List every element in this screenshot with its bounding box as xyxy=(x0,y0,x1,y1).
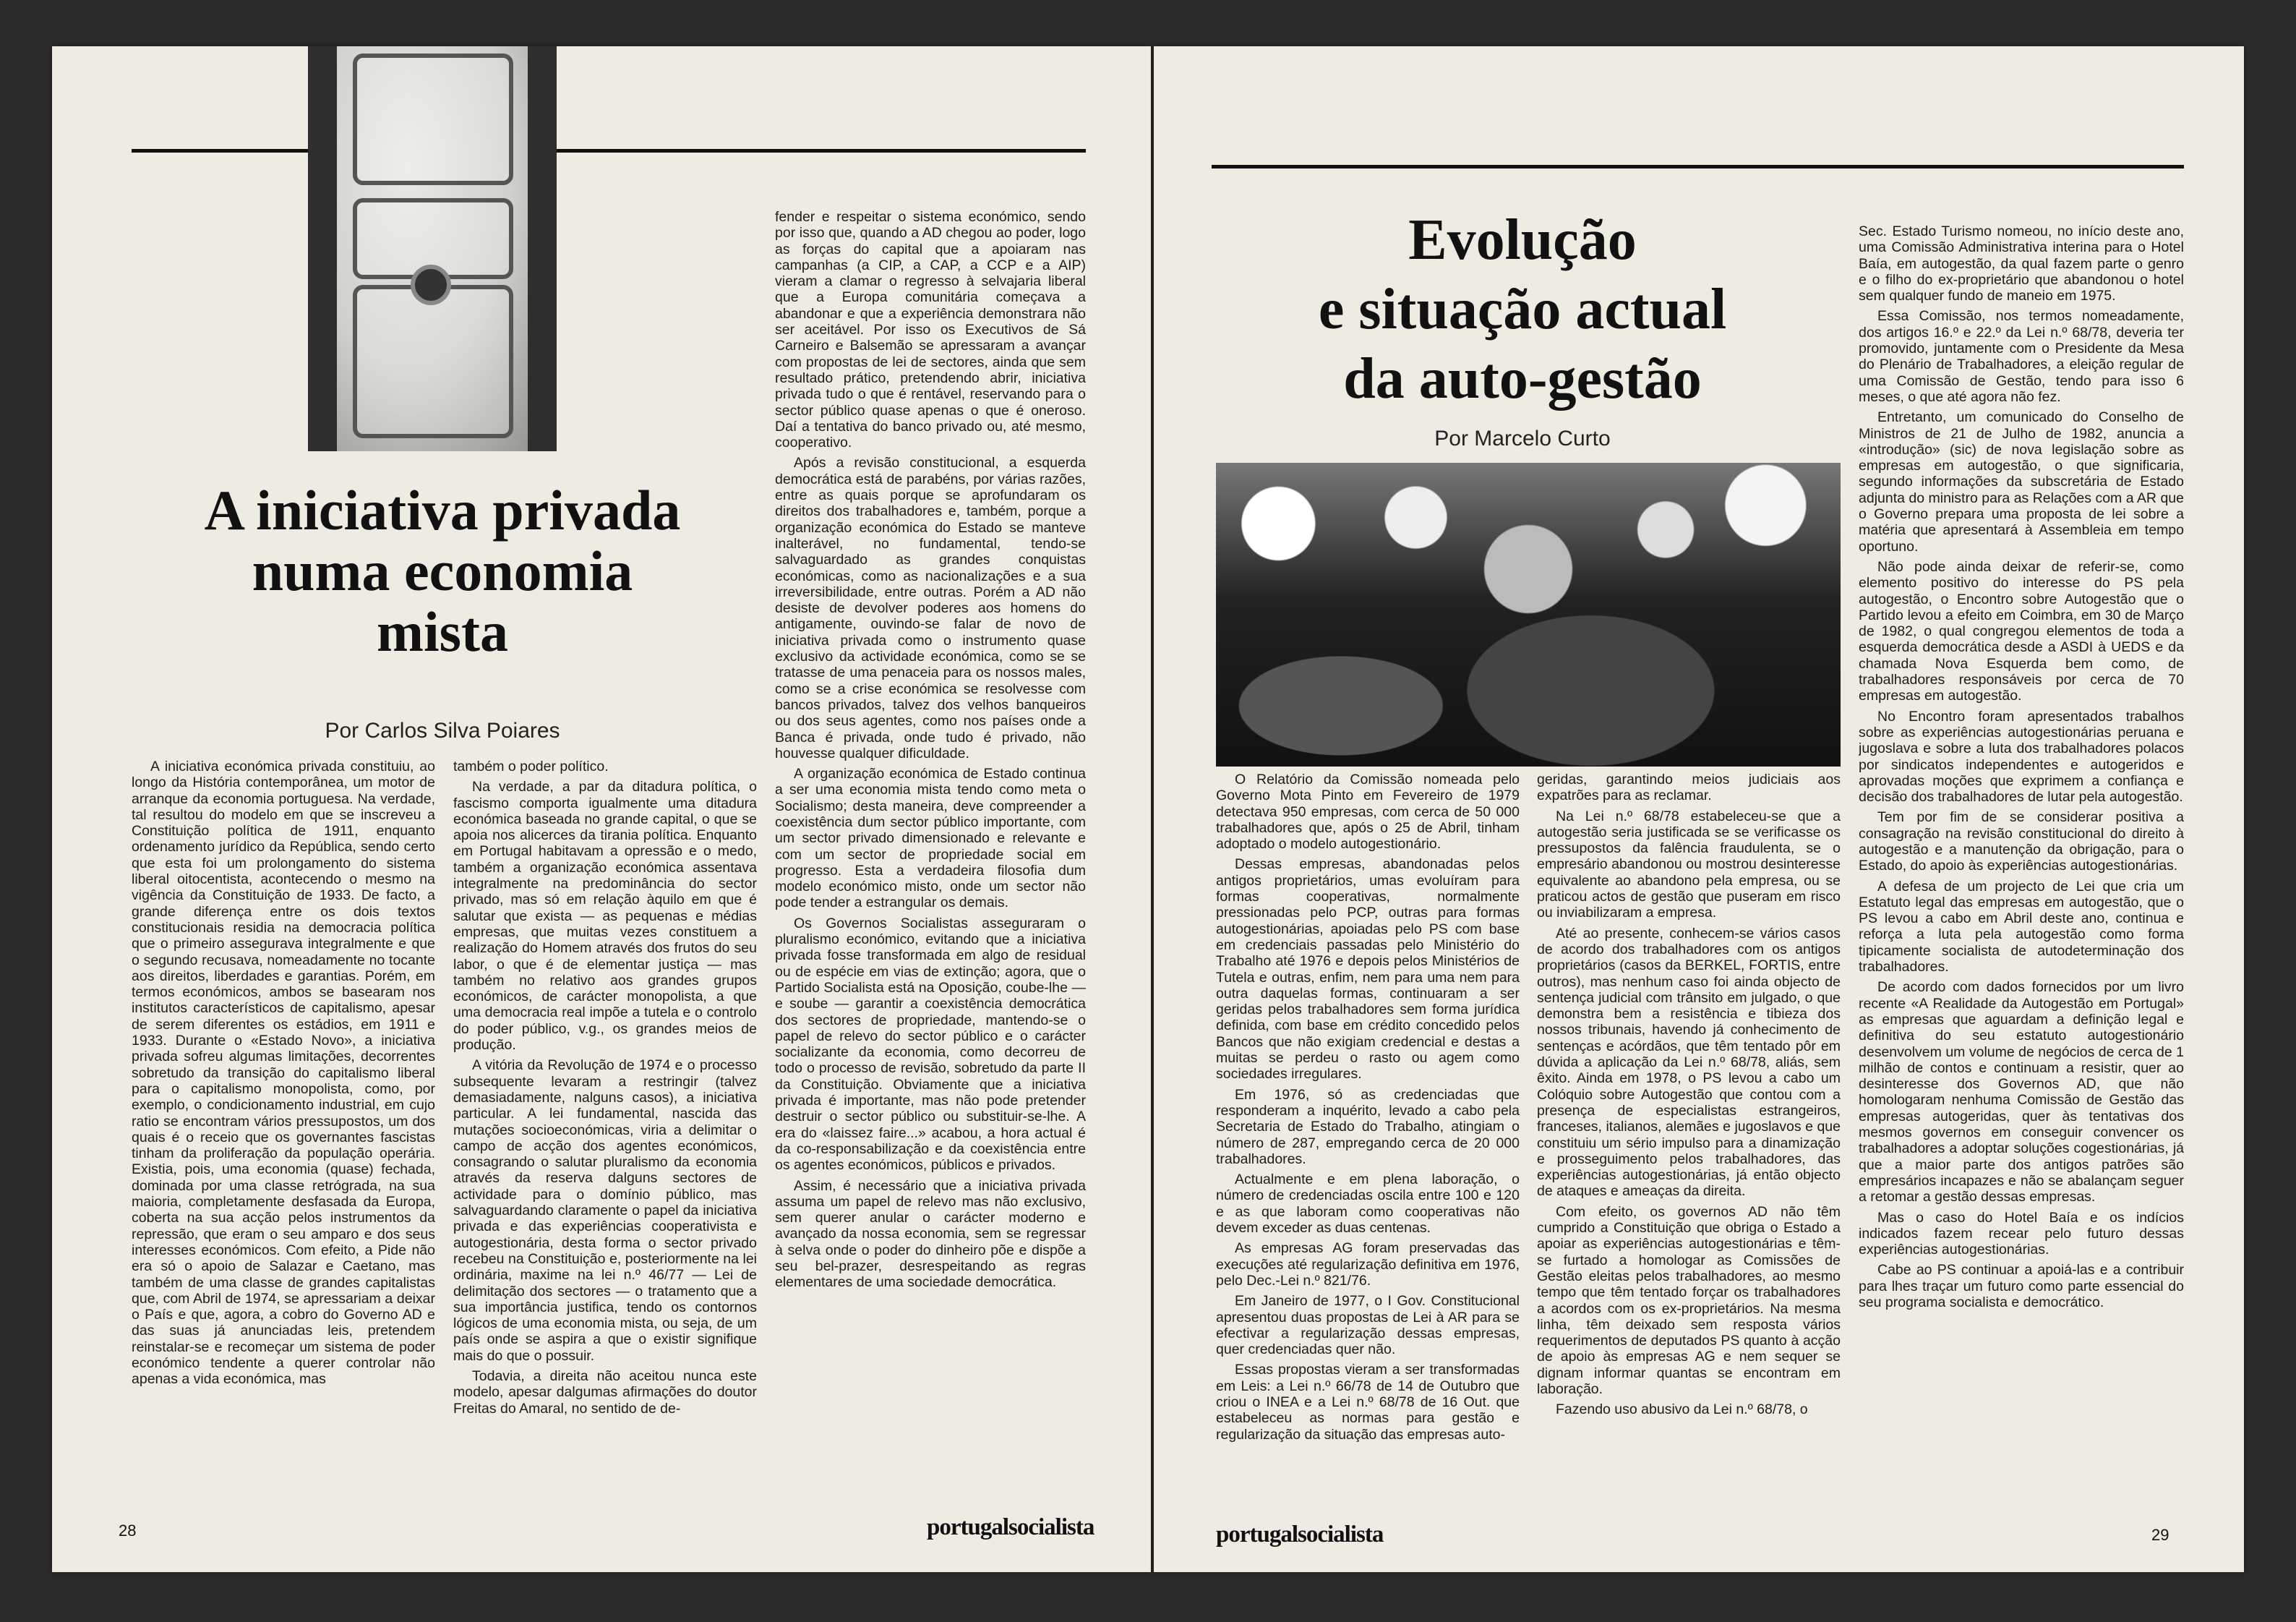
paragraph: Após a revisão constitucional, a esquerda democrática está de parabéns, por várias razões, entre as quais porque se aprofundaram os direitos dos trabalhadores e, também, porque a organização económica do Estado se manteve inalterável, no fundamental, tendo-se salvaguardado as grandes conquistas económicas, como as nacionalizações e a sua irreversibilidade, entre outras. Porém a AD não desiste de devolver poderes aos homens do antigamente, ouvindo-se falar de novo de iniciativa privada como o instrumento quase exclusivo da actividade económica, como se se tratasse de uma penaceia para os nossos males, como se a crise económica se resolvesse com bancos privados, talvez dos velhos banqueiros ou dos seus agentes, como nos países onde a Banca é privada, onde tudo é privado, não houvesse qualquer dificuldade. xyxy=(775,455,1086,761)
paragraph: A defesa de um projecto de Lei que cria um Estatuto legal das empresas em autogestão, que o PS levou a cabo em Abril deste ano, continua e reforça a luta pela autogestão como forma tipicamente socialista de autodeterminação dos trabalhadores. xyxy=(1859,878,2184,976)
paragraph: Dessas empresas, abandonadas pelos antigos proprietários, umas evoluíram para formas cooperativas, normalmente pressionadas pelo PCP, outras para formas autogestionárias, apoiadas pelo PS com base em credenciais passadas pelo Ministério do Trabalho até 1976 e depois pelos Ministérios de Tutela e outras, enfim, nem para uma nem para outra daquelas formas, continuaram a ser geridas pelos trabalhadores sem forma jurídica definida, com base em crédito concedido pelos Bancos que não exigiam credencial e destas a muitas se perdeu o rasto ou agem como sociedades irregulares. xyxy=(1216,856,1520,1083)
door-panel xyxy=(353,54,513,185)
column-1 xyxy=(1216,772,1520,1495)
paragraph: Em 1976, só as credenciadas que responderam a inquérito, levado a cabo pela Secretaria de Estado do Trabalho, atingiam o número de 287, empregando cerca de 20 000 trabalhadores. xyxy=(1216,1086,1520,1167)
paragraph: Todavia, a direita não aceitou nunca este modelo, apesar dalgumas afirmações do doutor Freitas do Amaral, no sentido de de- xyxy=(453,1367,757,1417)
paragraph: também o poder político. xyxy=(453,759,609,774)
paragraph: A organização económica de Estado continua a ser uma economia mista tendo como meta o Socialismo; desta maneira, deve compreender a coexistência dum sector público importante, com um sector privado dimensionado e relevante e com um sector de propriedade social em progresso. Esta a verdadeira filosofia dum modelo económico misto, onde um sector não pode tender a estrangular os demais. xyxy=(775,766,1086,911)
paragraph: Fazendo uso abusivo da Lei n.º 68/78, o xyxy=(1556,1401,1808,1418)
paragraph: Assim, é necessário que a iniciativa privada assuma um papel de relevo mas não exclusivo, sem querer anular o carácter moderno e avançado da nossa economia, sem se regressar à selva onde o poder do dinheiro põe e dispõe a seu bel-prazer, desrespeitando as regras elementares de uma sociedade democrática. xyxy=(775,1177,1086,1291)
paragraph: Com efeito, os governos AD não têm cumprido a Constituição que obriga o Estado a apoiar as experiências autogestionárias e têm-se furtado a homologar as Comissões de Gestão eleitas pelos trabalhadores, ao mesmo tempo que têm tentado forçar os trabalhadores a acordos com os ex-proprietários. Na mesma linha, têm deixado sem resposta vários requerimentos de deputados PS quanto à acção de apoio às empresas AG e nem sequer se dignam informar quantas se encontram em laboração. xyxy=(1537,1203,1841,1397)
paragraph: Tem por fim de se considerar positiva a consagração na revisão constitucional do direito à autogestão e a manutenção da obrigação, para o Estado, do apoio às experiências autogestionárias. xyxy=(1859,809,2184,874)
workers-photo xyxy=(1216,463,1841,767)
paragraph: As empresas AG foram preservadas das execuções até regularização definitiva em 1976, pelo Dec.-Lei n.º 821/76. xyxy=(1216,1240,1520,1289)
paragraph: O Relatório da Comissão nomeada pelo Governo Mota Pinto em Fevereiro de 1979 detectava 950 empresas, com cerca de 50 000 trabalhadores que, após o 25 de Abril, tinham adoptado o modelo autogestionário. xyxy=(1216,772,1520,853)
paragraph: Cabe ao PS continuar a apoiá-las e a contribuir para lhes traçar um futuro como parte essencial do seu programa socialista e democrático. xyxy=(1859,1262,2184,1310)
left-page xyxy=(52,46,1151,1572)
paragraph: geridas, garantindo meios judiciais aos expatrões para as reclamar. xyxy=(1537,772,1841,804)
paragraph: Actualmente e em plena laboração, o número de credenciadas oscila entre 100 e 120 e as que laboram como cooperativas não devem exceder as duas centenas. xyxy=(1216,1171,1520,1237)
top-rule xyxy=(132,149,1086,153)
article-title: Evolução e situação actual da auto-gestão xyxy=(1318,208,1727,411)
paragraph: Na verdade, a par da ditadura política, o fascismo comporta igualmente uma ditadura económica baseada no grande capital, o que se apoia nos alicerces da tirania política. Enquanto em Portugal habitavam a opressão e o medo, também a organização económica assentava integralmente na predominância do sector privado, mas só em relação àquilo em que é salutar que exista — as pequenas e médias empresas, que muitas vezes constituem a realização do Homem através dos frutos do seu labor, o que é de elementar justiça — mas também no relativo aos grandes grupos económicos, de carácter monopolista, a que uma democracia real impõe a tutela e o controlo do poder público, v.g., os grandes meios de produção. xyxy=(453,779,757,1054)
paragraph: Na Lei n.º 68/78 estabeleceu-se que a autogestão seria justificada se se verificasse os pressupostos da falência fraudulenta, se o empresário abandonou ou mostrou desinteresse equivalente ao abandono pela empresa, ou se praticou actos de gestão que puseram em risco ou inviabilizaram a empresa. xyxy=(1537,808,1841,921)
paragraph: Mas o caso do Hotel Baía e os indícios indicados fazem recear pelo futuro dessas experiências autogestionárias. xyxy=(1859,1209,2184,1258)
paragraph: De acordo com dados fornecidos por um livro recente «A Realidade da Autogestão em Portugal» as empresas que aguardam a definição legal e definitiva do seu estatuto autogestionário desenvolvem um volume de negócios de cerca de 1 milhão de contos e continuam a resistir, quer ao desinteresse dos Governos AD, que não homologaram nenhuma Comissão de Gestão das empresas autogeridas, quer às tentativas dos mesmos governos em conseguir convencer os trabalhadores a adoptar soluções cogestionárias, já que a maior parte dos antigos patrões são empresários incapazes e não se abalançam seguer a retomar a gestão dessas empresas. xyxy=(1859,979,2184,1205)
article-byline: Por Carlos Silva Poiares xyxy=(325,719,560,743)
paragraph: Os Governos Socialistas asseguraram o pluralismo económico, evitando que a iniciativa privada fosse transformada em algo de residual ou de espécie em vias de extinção; agora, que o Partido Socialista está na Oposição, coube-lhe — e soube — garantir a coexistência democrática dos sectores de propriedade, mantendo-se o papel de relevo do sector público e o carácter socializante da economia, como decorreu de todo o processo de revisão, sobretudo da parte II da Constituição. Obviamente que a iniciativa privada é importante, mas não pode pretender destruir o sector público ou substituir-se-lhe. A era do «laissez faire...» acabou, a hora actual é da co-responsabilização e da coexistência entre os agentes económicos, públicos e privados. xyxy=(775,915,1086,1174)
paragraph: Essas propostas vieram a ser transformadas em Leis: a Lei n.º 66/78 de 14 de Outubro que criou o INEA e a Lei n.º 68/78 de 16 Out. que estabeleceu as normas para gestão e regularização da situação das empresas auto- xyxy=(1216,1362,1520,1443)
paragraph: No Encontro foram apresentados trabalhos sobre as experiências autogestionárias peruana e jugoslava e sobre a luta dos trabalhadores polacos por sindicatos independentes e autogeridos e aprovadas moções que exprimem a confiança e decisão dos trabalhadores de lutar pela autogestão. xyxy=(1859,708,2184,806)
column-2 xyxy=(453,759,757,1485)
article-title: A iniciativa privada numa economia mista xyxy=(204,479,681,663)
page-number: 29 xyxy=(2151,1526,2169,1544)
masthead-logo: portugalsocialista xyxy=(927,1514,1095,1540)
door-panel xyxy=(353,285,513,438)
right-page xyxy=(1154,46,2244,1572)
paragraph: Essa Comissão, nos termos nomeadamente, dos artigos 16.º e 22.º da Lei n.º 68/78, deveria ter promovido, juntamente com o Presidente da Mesa do Plenário de Trabalhadores, a eleição regular de uma Comissão de Gestão, tendo para isso 6 meses, o que até agora não fez. xyxy=(1859,308,2184,405)
column-3 xyxy=(775,209,1086,1485)
page-number: 28 xyxy=(119,1521,137,1540)
paragraph: fender e respeitar o sistema económico, sendo por isso que, quando a AD chegou ao poder, logo as forças do capital que a apoiaram nas campanhas (a CIP, a CAP, a CCP e a AIP) vieram a clamar o regresso à selvajaria liberal que a Europa comunitária começava a abandonar e que a experiência demonstrara não ser aceitável. Por isso os Executivos de Sá Carneiro e Balsemão se apressaram a avançar com propostas de lei de sectores, ainda que sem resultado prático, pretendendo abrir, iniciativa privada tudo o que é rentável, reservando para o sector público quase apenas o que é oneroso. Daí a tentativa do banco privado ou, até mesmo, cooperativo. xyxy=(775,209,1086,451)
paragraph: A vitória da Revolução de 1974 e o processo subsequente levaram a restringir (talvez demasiadamente, nalguns casos), a iniciativa particular. A lei fundamental, nascida das mutações socioeconómicas, viria a delimitar o campo de acção dos agentes económicos, consagrando o salutar pluralismo da economia através da reserva dalguns sectores de actividade para o domínio público, mas salvaguardando claramente o papel da iniciativa privada e das experiências cooperativista e autogestionária, desta forma o sector privado recebeu na Constituição e, posteriormente na lei ordinária, maxime na lei n.º 46/77 — Lei de delimitação dos sectores — o tratamento que a sua importância justifica, tendo os contornos lógicos de uma economia mista, ou seja, de um país onde se aspira a que o existir signifique mais do que o possuir. xyxy=(453,1057,757,1364)
paragraph: Sec. Estado Turismo nomeou, no início deste ano, uma Comissão Administrativa interina para o Hotel Baía, em autogestão, da qual fazem parte o genro e o filho do ex-proprietário que abandonou o hotel sem qualquer fundo de maneio em 1975. xyxy=(1859,223,2184,304)
top-rule xyxy=(1212,165,2184,168)
paragraph: Até ao presente, conhecem-se vários casos de acordo dos trabalhadores com os antigos proprietários (casos da BERKEL, FORTIS, entre outros), mas nenhum caso foi ainda objecto de sentença judicial com trânsito em julgado, o que demonstra bem a resistência e tibieza dos nossos tribunais, havendo já conhecimento de sentenças e acórdãos, que têm tentado pôr em dúvida a aplicação da Lei n.º 68/78, aliás, sem êxito. Ainda em 1978, o PS levou a cabo um Colóquio sobre Autogestão que contou com a presença de especialistas estrangeiros, franceses, italianos, alemães e jugoslavos e que constituiu um sério impulso para a dinamização e prosseguimento pelos trabalhadores, das experiências autogestionárias, já então objecto de ataques e ameaças da direita. xyxy=(1537,925,1841,1200)
paragraph: Em Janeiro de 1977, o I Gov. Constitucional apresentou duas propostas de Lei à AR para se efectivar a regularização dessas empresas, quer credenciadas quer não. xyxy=(1216,1293,1520,1358)
column-3 xyxy=(1859,223,2184,1496)
paragraph: Não pode ainda deixar de referir-se, como elemento positivo do interesse do PS pela autogestão, o Encontro sobre Autogestão que o Partido levou a efeito em Coimbra, em 30 de Março de 1982, o qual congregou elementos de toda a esquerda democrática desde a ASDI à UEDS e da chamada Nova Esquerda bem como, de trabalhadores responsáveis por cerca de 70 empresas em autogestão. xyxy=(1859,558,2184,704)
masthead-logo: portugalsocialista xyxy=(1216,1521,1384,1548)
column-2 xyxy=(1537,772,1841,1495)
article-byline: Por Marcelo Curto xyxy=(1434,427,1611,451)
door-frame xyxy=(308,46,337,451)
door-knob xyxy=(411,265,451,305)
door-frame xyxy=(528,46,557,451)
paragraph: Entretanto, um comunicado do Conselho de Ministros de 21 de Julho de 1982, anuncia a «introdução» (sic) de nova legislação sobre as empresas em autogestão, o que significaria, segundo informações da subscretária de Estado adjunta do ministro para as Relações com a AR que o Governo prepara uma proposta de lei sobre a matéria que apresentará à Assembleia em tempo oportuno. xyxy=(1859,409,2184,555)
door-photo xyxy=(308,46,557,451)
paragraph: A iniciativa económica privada constituiu, ao longo da História contemporânea, um motor de arranque da economia portuguesa. Na verdade, tal resultou do modelo em que se inscreveu a Constituição política de 1911, enquanto ordenamento jurídico da República, sendo certo que esta foi um prolongamento do sistema liberal oitocentista, acontecendo o mesmo na vigência da Constituição de 1933. De facto, a grande diferença entre os dois textos constitucionais residia na democracia política que o primeiro assegurava integralmente e que o segundo recusava, nomeadamente no tocante aos direitos, liberdades e garantias. Porém, em termos económicos, ambos se basearam nos institutos característicos de capitalismo, apesar de serem diferentes os estádios, em 1911 e 1933. Durante o «Estado Novo», a iniciativa privada sofreu algumas limitações, decorrentes sobretudo da transição do capitalismo liberal para o capitalismo monopolista, como, por exemplo, o condicionamento industrial, em cujo ratio se encontram vários pressupostos, um dos quais é o receio que os governantes fascistas tinham da proliferação da população operária. Existia, pois, uma economia (quase) fechada, dominada por uma classe retrógrada, na sua maioria, completamente desfasada da Europa, coberta na sua acção pelos instrumentos da repressão, que eram o seu amparo e dos seus interesses económicos. Com efeito, a Pide não era só o apoio de Salazar e Caetano, mas também de uma classe de grandes capitalistas que, com Abril de 1974, se apressariam a deixar o País e que, agora, a cobro do Governo AD e das suas já anunciadas leis, pretendem reinstalar-se e recomeçar um sistema de poder económico tendente a querer controlar não apenas a vida económica, mas xyxy=(132,759,435,1388)
column-1 xyxy=(132,759,435,1485)
